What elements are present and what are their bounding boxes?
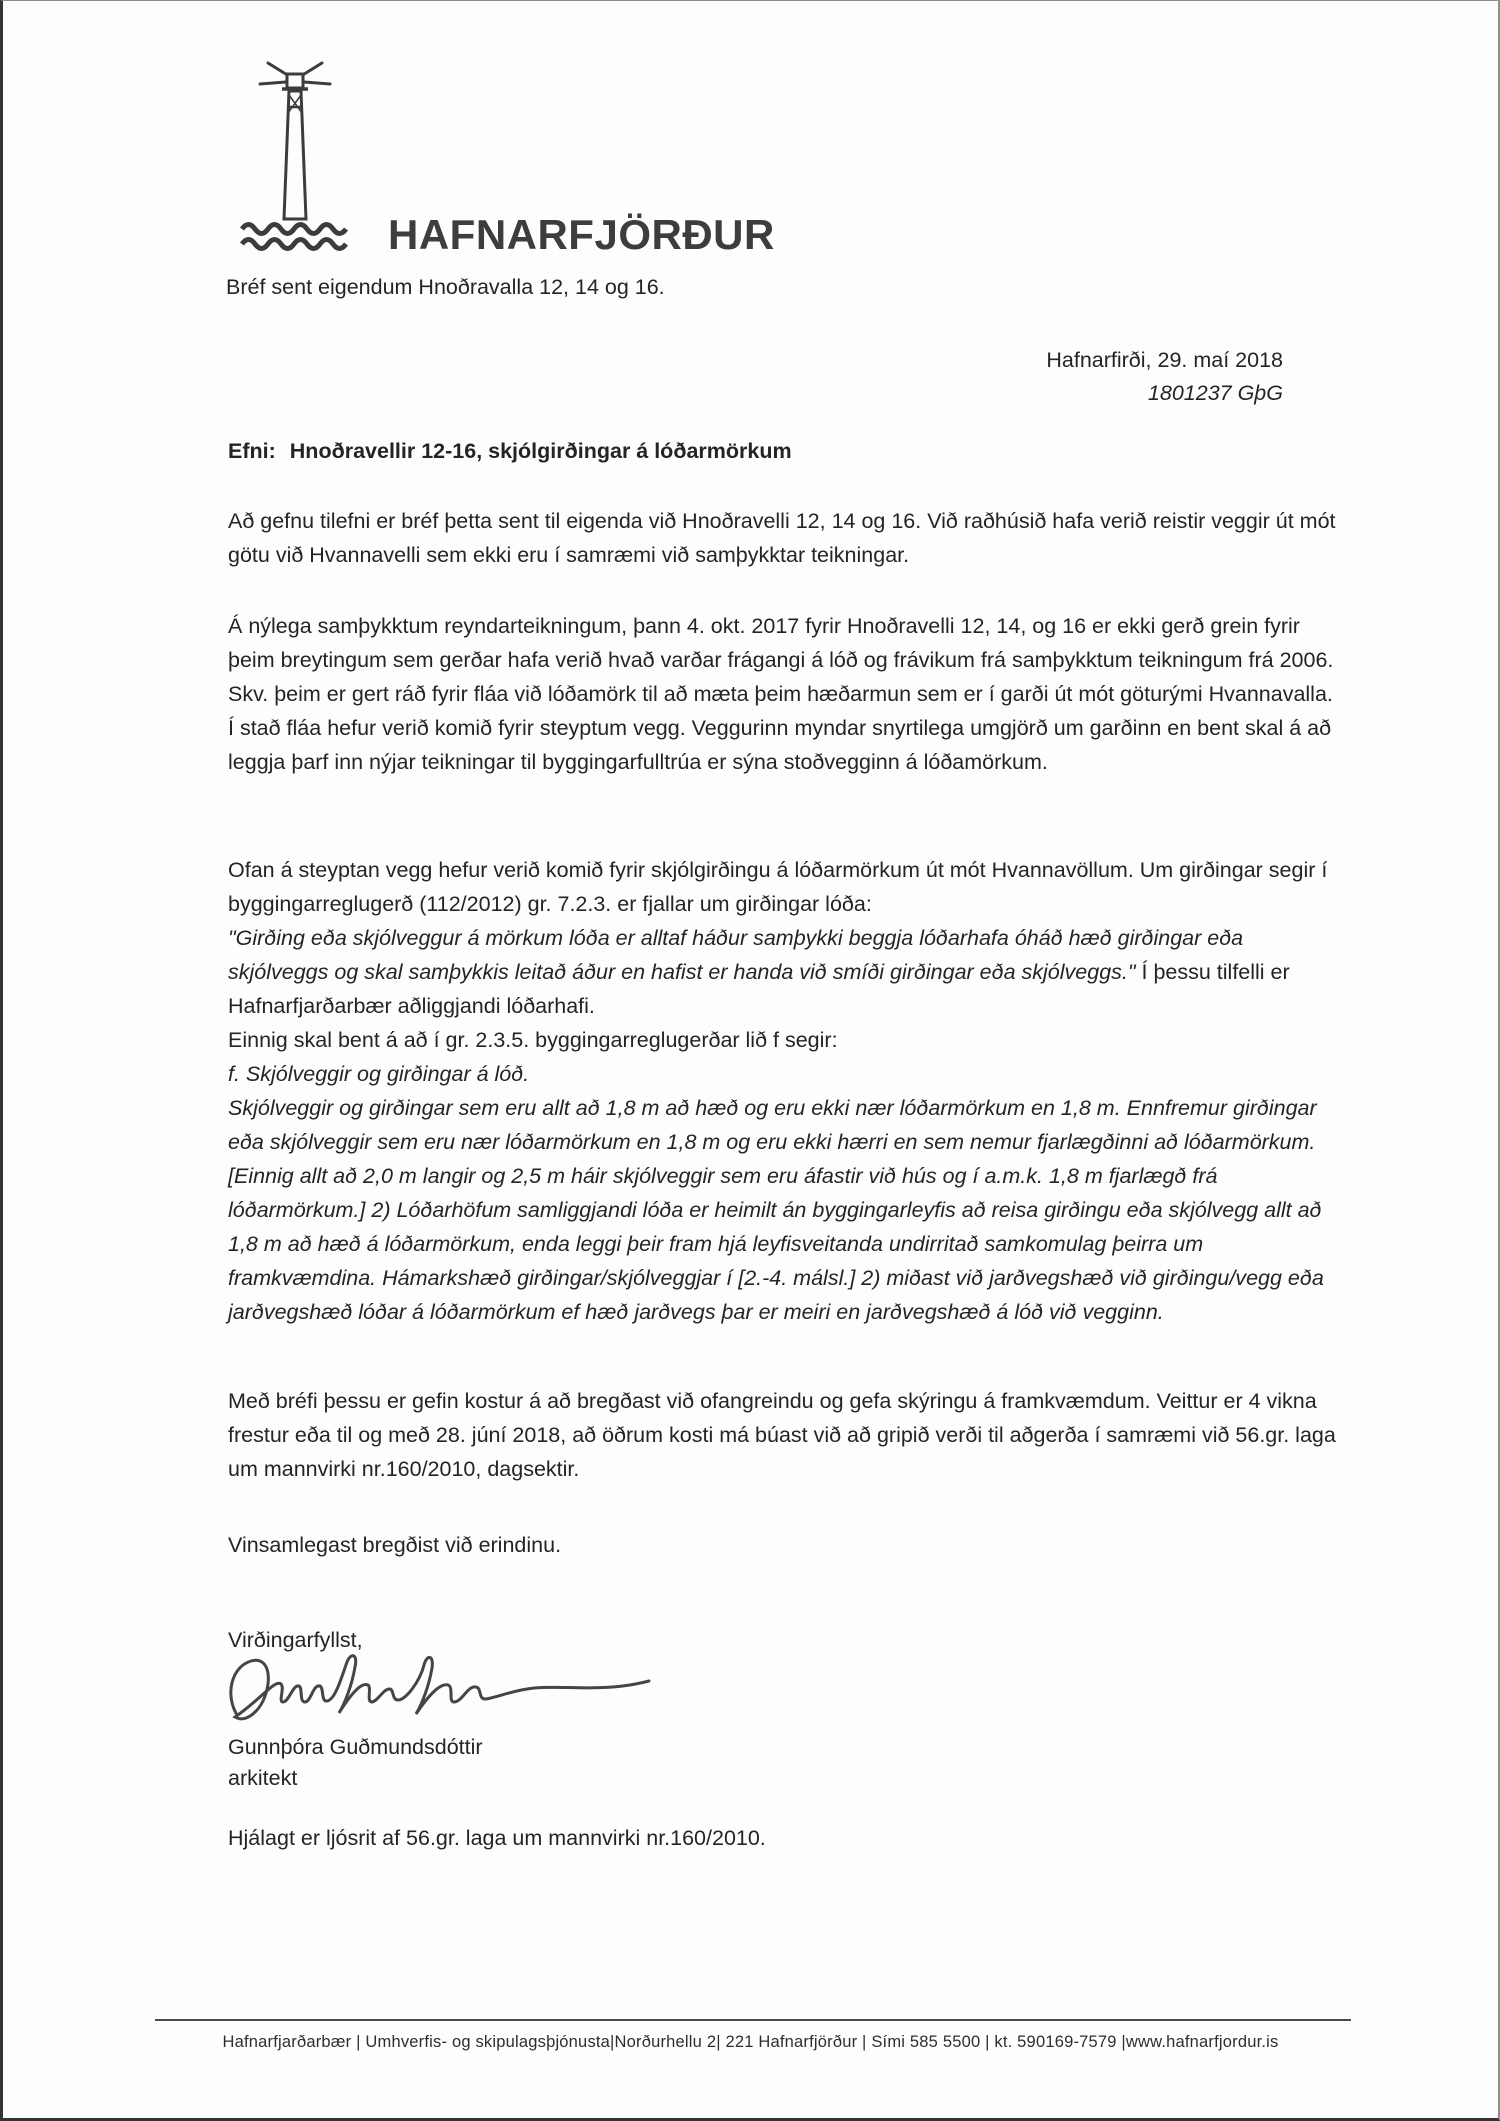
footer-divider — [155, 2019, 1351, 2021]
signer-title: arkitekt — [228, 1766, 298, 1790]
subject-label: Efni: — [228, 439, 276, 463]
regulation-quote: "Girðing eða skjólveggur á mörkum lóða er alltaf háður samþykki beggja lóðarhafa óháð hæð girðingar eða skjólveggs og skal samþykkis leitað áður en hafist er handa við smíði girðingar eða skjólveggs." — [228, 926, 1244, 984]
enclosure-note: Hjálagt er ljósrit af 56.gr. laga um mannvirki nr.160/2010. — [228, 1826, 766, 1850]
paragraph-deadline: Með bréfi þessu er gefin kostur á að bregðast við ofangreindu og gefa skýringu á framkvæmdum. Veittur er 4 vikna frestur eða til og með 28. júní 2018, að öðrum kosti má búast við að gripið verði til aðgerða í samræmi við 56.gr. laga um mannvirki nr.160/2010, dagsektir. — [228, 1389, 1336, 1481]
paragraph-quote — [228, 921, 1340, 1023]
subject-line — [228, 439, 1340, 464]
page-title: Hnoðravellir 12-16, skjólgirðingar á lóðarmörkum — [289, 439, 792, 463]
paragraph-fence-intro: Ofan á steyptan vegg hefur verið komið fyrir skjólgirðingu á lóðarmörkum út mót Hvannavöllum. Um girðingar segir í byggingarreglugerð (112/2012) gr. 7.2.3. er fjallar um girðingar lóða: — [228, 858, 1328, 916]
quote-tail: Í þessu tilfelli er Hafnarfjarðarbær aðliggjandi lóðarhafi. — [228, 960, 1290, 1018]
paragraph-drawings: Á nýlega samþykktum reyndarteikningum, þann 4. okt. 2017 fyrir Hnoðravelli 12, 14, og 16 er ekki gerð grein fyrir þeim breytingum sem gerðar hafa verið hvað varðar frágangi á lóð og frávikum frá samþykktum teikningum frá 2006. Skv. þeim er gert ráð fyrir fláa við lóðamörk til að mæta þeim hæðarmun sem er í garði út mót göturými Hvannavalla. Í stað fláa hefur verið komið fyrir steyptum vegg. Veggurinn myndar snyrtilega umgjörð um garðinn en bent skal á að leggja þarf inn nýjar teikningar til byggingarfulltrúa er sýna stoðvegginn á lóðamörkum. — [228, 614, 1334, 774]
valediction: Virðingarfyllst, — [228, 1628, 363, 1652]
place-and-date: Hafnarfirði, 29. maí 2018 — [1046, 348, 1283, 372]
reference-number: 1801237 GþG — [1147, 381, 1283, 405]
footer-contact-line: Hafnarfjarðarbær | Umhverfis- og skipulagsþjónusta|Norðurhellu 2| 221 Hafnarfjörður | Sími 585 5500 | kt. 590169-7579 |www.hafnarfjordur.is — [222, 2033, 1279, 2051]
brand-wordmark: HAFNARFJÖRÐUR — [388, 211, 775, 258]
fence-section — [228, 853, 1340, 1329]
paragraph-f-item: f. Skjólveggir og girðingar á lóð. — [228, 1062, 530, 1086]
paragraph-also: Einnig skal bent á að í gr. 2.3.5. byggingarreglugerðar lið f segir: — [228, 1028, 838, 1052]
signer-name: Gunnþóra Guðmundsdóttir — [228, 1735, 483, 1759]
sent-note: Bréf sent eigendum Hnoðravalla 12, 14 og 16. — [226, 275, 665, 299]
paragraph-request: Vinsamlegast bregðist við erindinu. — [228, 1533, 562, 1557]
date-block — [1046, 344, 1283, 410]
paragraph-intro: Að gefnu tilefni er bréf þetta sent til eigenda við Hnoðravelli 12, 14 og 16. Við raðhúsið hafa verið reistir veggir út mót götu við Hvannavelli sem ekki eru í samræmi við samþykktar teikningar. — [228, 509, 1336, 567]
lighthouse-logo-icon — [238, 53, 353, 273]
paragraph-regulation: Skjólveggir og girðingar sem eru allt að 1,8 m að hæð og eru ekki nær lóðarmörkum en 1,8 m. Ennfremur girðingar eða skjólveggir sem eru nær lóðarmörkum en 1,8 m og eru ekki hærri en sem nemur fjarlægðinni að lóðarmörkum. [Einnig allt að 2,0 m langir og 2,5 m háir skjólveggir sem eru áfastir við hús og í a.m.k. 1,8 m fjarlægð frá lóðarmörkum.] 2) Lóðarhöfum samliggjandi lóða er heimilt án byggingarleyfis að reisa girðingu eða skjólvegg allt að 1,8 m að hæð á lóðarmörkum, enda leggi þeir fram hjá leyfisveitanda undirritað samkomulag þeirra um framkvæmdina. Hámarkshæð girðingar/skjólveggjar í [2.-4. málsl.] 2) miðast við jarðvegshæð við girðingu/vegg eða jarðvegshæð lóðar á lóðarmörkum ef hæð jarðvegs þar er meiri en jarðvegshæð á lóð við vegginn. — [228, 1096, 1324, 1324]
